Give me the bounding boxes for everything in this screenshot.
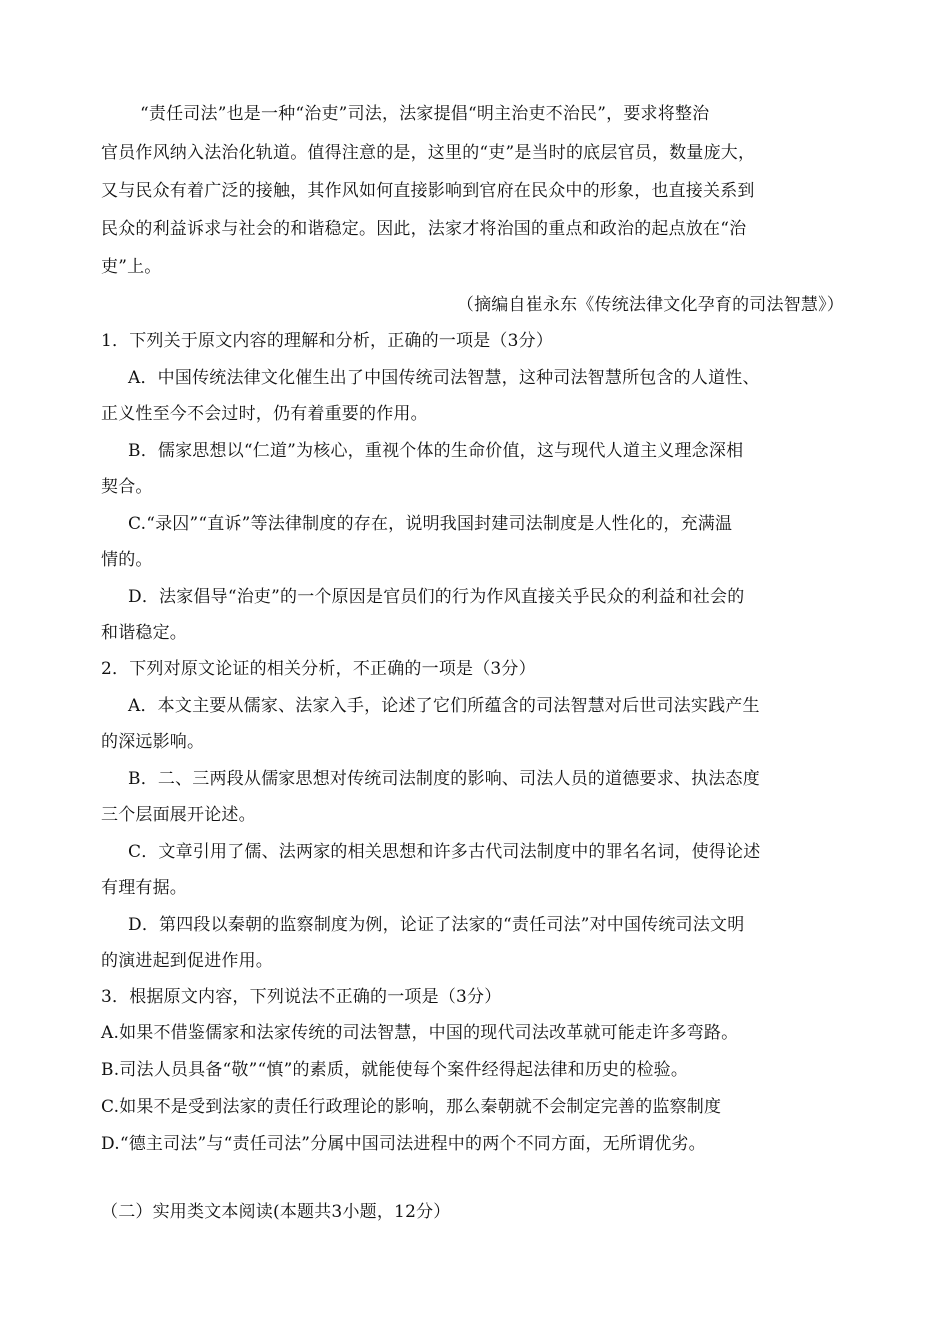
q3-option-d: D.“德主司法”与“责任司法”分属中国司法进程中的两个不同方面，无所谓优劣。	[101, 1134, 706, 1154]
q1-option-a-line2: 正义性至今不会过时，仍有着重要的作用。	[101, 404, 428, 424]
passage-line-5: 吏”上。	[101, 257, 162, 277]
q1-option-d-line2: 和谐稳定。	[101, 623, 187, 643]
q3-option-c: C.如果不是受到法家的责任行政理论的影响，那么秦朝就不会制定完善的监察制度	[101, 1097, 722, 1117]
passage-line-4: 民众的利益诉求与社会的和谐稳定。因此，法家才将治国的重点和政治的起点放在“治	[101, 219, 747, 239]
q2-option-a-line2: 的深远影响。	[101, 732, 205, 752]
q3-stem: 3．根据原文内容，下列说法不正确的一项是（3分）	[101, 987, 502, 1007]
q2-option-c-line2: 有理有据。	[101, 878, 187, 898]
passage-line-3: 又与民众有着广泛的接触，其作风如何直接影响到官府在民众中的形象，也直接关系到	[101, 181, 755, 201]
passage-line-1: “责任司法”也是一种“治吏”司法，法家提倡“明主治吏不治民”，要求将整治	[140, 104, 710, 124]
q1-option-c-line1: C.“录囚”“直诉”等法律制度的存在，说明我国封建司法制度是人性化的，充满温	[128, 514, 733, 534]
q1-option-a-line1: A．中国传统法律文化催生出了中国传统司法智慧，这种司法智慧所包含的人道性、	[128, 368, 760, 388]
q2-option-a-line1: A．本文主要从儒家、法家入手，论述了它们所蕴含的司法智慧对后世司法实践产生	[128, 696, 760, 716]
q2-option-c-line1: C．文章引用了儒、法两家的相关思想和许多古代司法制度中的罪名名词，使得论述	[128, 842, 761, 862]
q2-option-d-line2: 的演进起到促进作用。	[101, 951, 273, 971]
q2-option-b-line2: 三个层面展开论述。	[101, 805, 256, 825]
q2-stem: 2．下列对原文论证的相关分析，不正确的一项是（3分）	[101, 659, 536, 679]
q2-option-b-line1: B．二、三两段从儒家思想对传统司法制度的影响、司法人员的道德要求、执法态度	[128, 769, 760, 789]
q1-stem: 1．下列关于原文内容的理解和分析，正确的一项是（3分）	[101, 331, 554, 351]
q1-option-b-line2: 契合。	[101, 477, 153, 497]
passage-source: （摘编自崔永东《传统法律文化孕育的司法智慧》）	[456, 295, 844, 315]
passage-line-2: 官员作风纳入法治化轨道。值得注意的是，这里的“吏”是当时的底层官员，数量庞大，	[101, 143, 756, 163]
q1-option-d-line1: D．法家倡导“治吏”的一个原因是官员们的行为作风直接关乎民众的利益和社会的	[128, 587, 745, 607]
q1-option-b-line1: B．儒家思想以“仁道”为核心，重视个体的生命价值，这与现代人道主义理念深相	[128, 441, 744, 461]
q3-option-a: A.如果不借鉴儒家和法家传统的司法智慧，中国的现代司法改革就可能走许多弯路。	[101, 1023, 739, 1043]
q1-option-c-line2: 情的。	[101, 550, 153, 570]
section-2-heading: （二）实用类文本阅读(本题共3小题，12分）	[101, 1202, 451, 1222]
q3-option-b: B.司法人员具备“敬”“慎”的素质，就能使每个案件经得起法律和历史的检验。	[101, 1060, 689, 1080]
q2-option-d-line1: D．第四段以秦朝的监察制度为例，论证了法家的“责任司法”对中国传统司法文明	[128, 915, 745, 935]
